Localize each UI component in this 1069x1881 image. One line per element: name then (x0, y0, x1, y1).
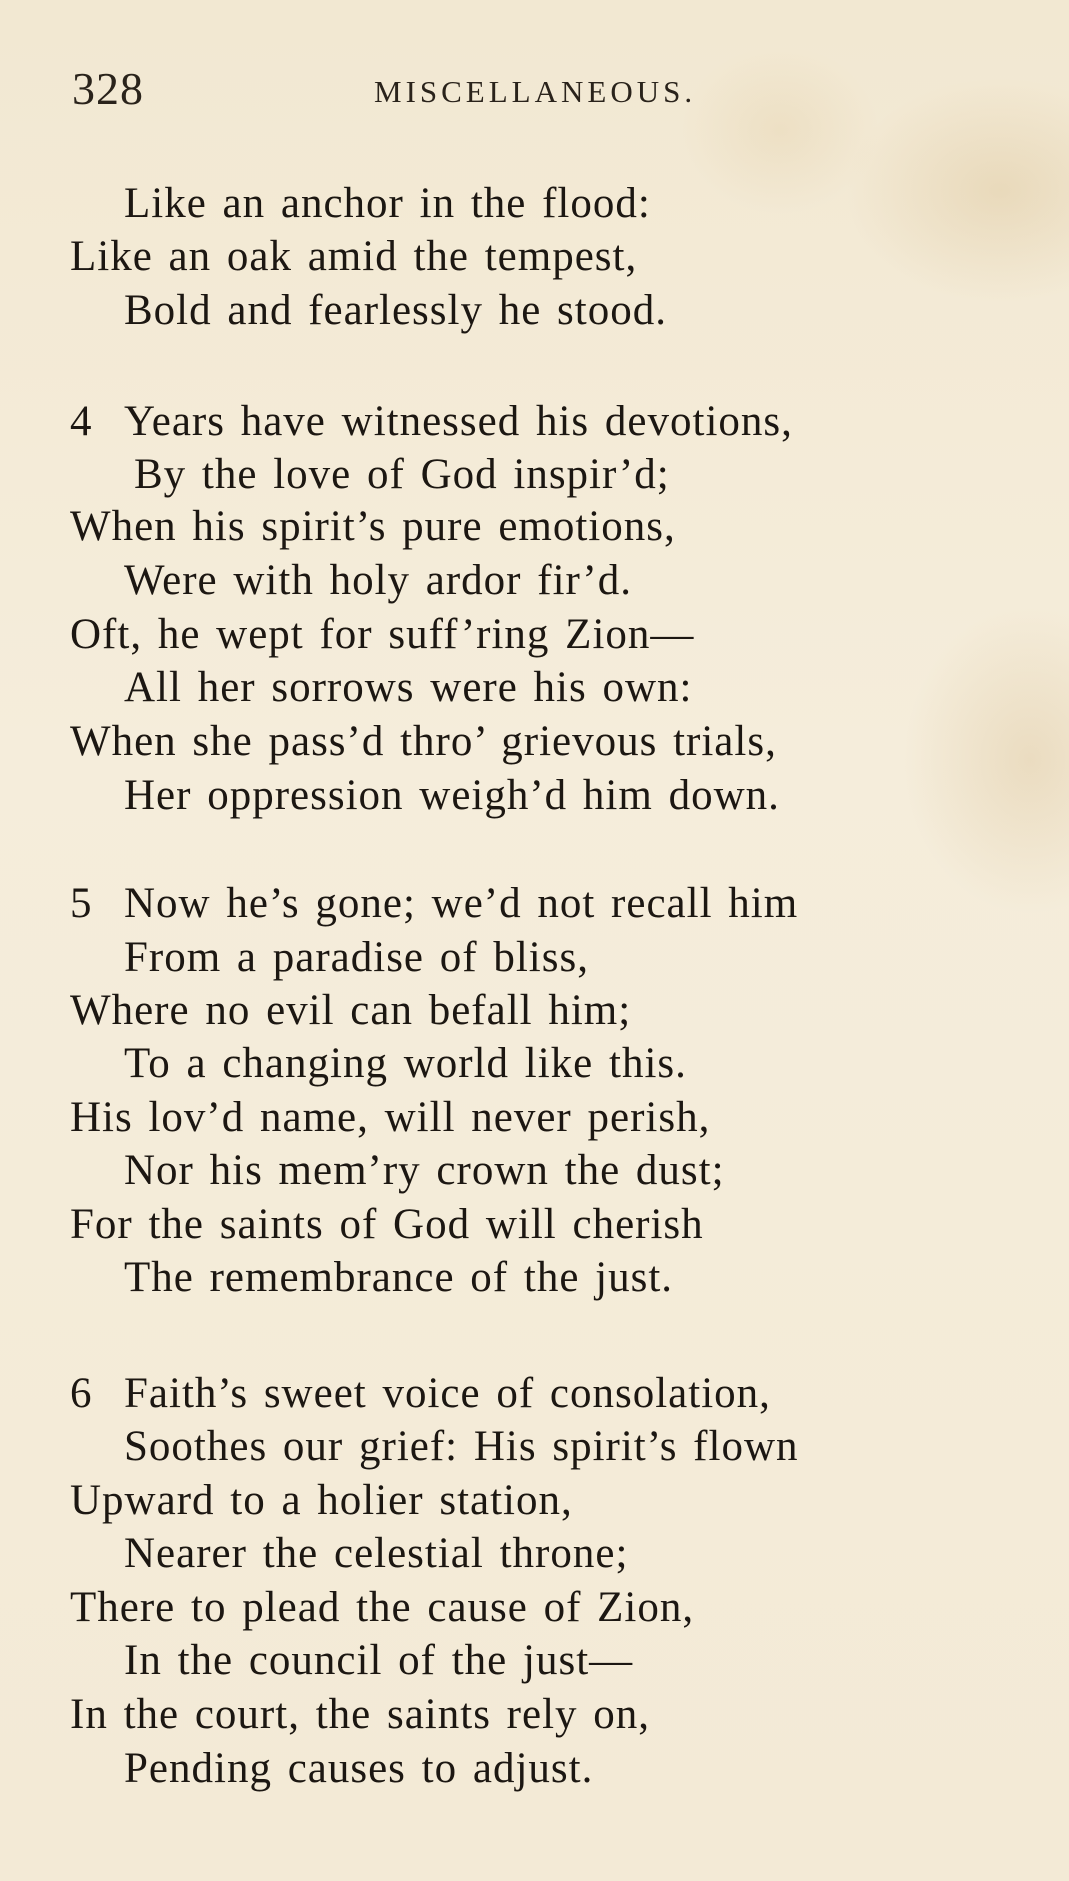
stanza-number: 6 (70, 1370, 93, 1417)
poem-line: Faith’s sweet voice of consolation, (124, 1370, 771, 1417)
poem-line: In the court, the saints rely on, (70, 1691, 651, 1738)
poem-line: His lov’d name, will never perish, (70, 1094, 711, 1141)
page-header (72, 62, 772, 112)
stanza-number: 5 (70, 880, 93, 927)
poem-line: To a changing world like this. (124, 1040, 687, 1087)
poem-line: Years have witnessed his devotions, (124, 398, 793, 445)
poem-line: Soothes our grief: His spirit’s flown (124, 1423, 799, 1470)
poem-line: For the saints of God will cherish (70, 1201, 704, 1248)
poem-line: Now he’s gone; we’d not recall him (124, 880, 799, 927)
poem-line: Upward to a holier station, (70, 1477, 573, 1524)
poem-line: Were with holy ardor fir’d. (124, 557, 633, 604)
poem-line: Like an anchor in the flood: (124, 180, 651, 227)
poem-line: Oft, he wept for suff’ring Zion— (70, 611, 695, 658)
poem-line: The remembrance of the just. (124, 1254, 674, 1301)
poem-line: By the love of God inspir’d; (134, 451, 670, 498)
poem-line: Like an oak amid the tempest, (70, 233, 638, 280)
poem-line: Nearer the celestial throne; (124, 1530, 629, 1577)
poem-line: In the council of the just— (124, 1637, 634, 1684)
poem-line: Where no evil can befall him; (70, 987, 632, 1034)
poem-line: Bold and fearlessly he stood. (124, 287, 667, 334)
poem-line: There to plead the cause of Zion, (70, 1584, 695, 1631)
poem-line: From a paradise of bliss, (124, 934, 589, 981)
poem-line: Nor his mem’ry crown the dust; (124, 1147, 725, 1194)
page-number: 328 (72, 63, 144, 114)
running-head: MISCELLANEOUS. (374, 74, 697, 109)
poem-line: All her sorrows were his own: (124, 664, 693, 711)
poem-line: When she pass’d thro’ grievous trials, (70, 718, 777, 765)
poem-line: Pending causes to adjust. (124, 1745, 594, 1792)
stanza-number: 4 (70, 398, 93, 445)
poem-line: Her oppression weigh’d him down. (124, 772, 780, 819)
poem-line: When his spirit’s pure emotions, (70, 503, 676, 550)
